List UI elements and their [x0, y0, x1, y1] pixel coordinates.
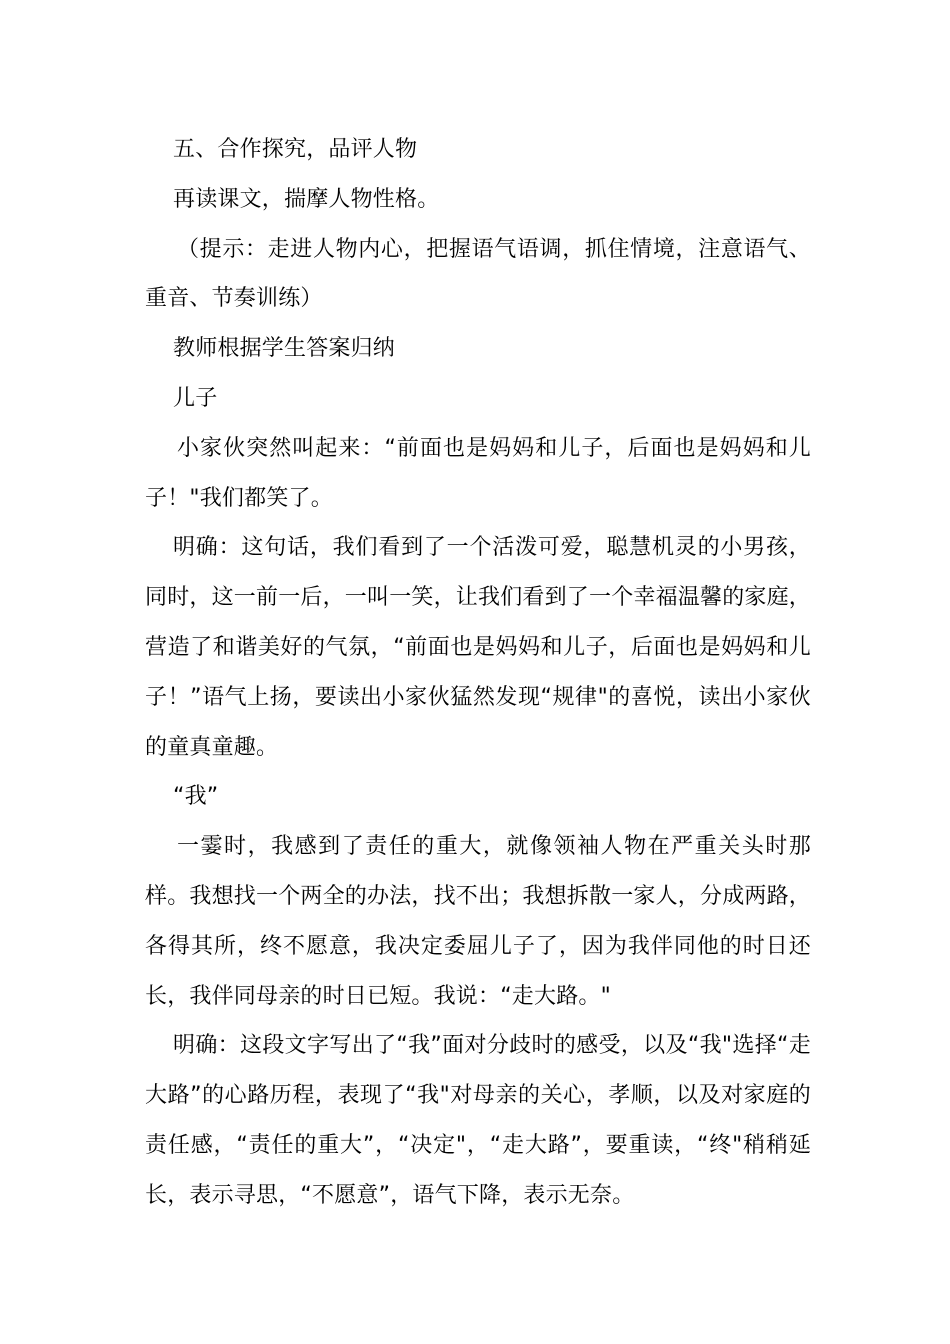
quote-paragraph-me: 一霎时，我感到了责任的重大，就像领袖人物在严重关头时那样。我想找一个两全的办法，找不出；我想拆散一家人，分成两路，各得其所，终不愿意，我决定委屈儿子了，因为我伴同他的时日还长，我伴同母亲的时日已短。我说：“走大路。"	[145, 834, 812, 1009]
document-body	[145, 125, 811, 1221]
character-heading-son: 儿子	[173, 385, 218, 411]
quote-paragraph-son: 小家伙突然叫起来：“前面也是妈妈和儿子，后面也是妈妈和儿子！"我们都笑了。	[145, 435, 811, 511]
section-heading: 五、合作探究，品评人物	[173, 137, 418, 162]
hint-paragraph: （提示：走进人物内心，把握语气语调，抓住情境，注意语气、重音、节奏训练）	[145, 236, 811, 312]
instruction-paragraph: 再读课文，揣摩人物性格。	[173, 186, 440, 212]
analysis-paragraph-son: 明确：这句话，我们看到了一个活泼可爱，聪慧机灵的小男孩，同时，这一前一后，一叫一笑，让我们看到了一个幸福温馨的家庭，营造了和谐美好的气氛，“前面也是妈妈和儿子，后面也是妈妈和儿子！”语气上扬，要读出小家伙猛然发现“规律"的喜悦，读出小家伙的童真童趣。	[145, 535, 812, 760]
analysis-paragraph-me: 明确：这段文字写出了“我”面对分歧时的感受，以及“我"选择“走大路”的心路历程，表现了“我"对母亲的关心，孝顺，以及对家庭的责任感，“责任的重大”，“决定"，“走大路”，要重读，“终"稍稍延长，表示寻思，“不愿意”，语气下降，表示无奈。	[145, 1033, 811, 1208]
teacher-summary-paragraph: 教师根据学生答案归纳	[173, 336, 396, 362]
character-heading-me: “我”	[173, 784, 219, 810]
